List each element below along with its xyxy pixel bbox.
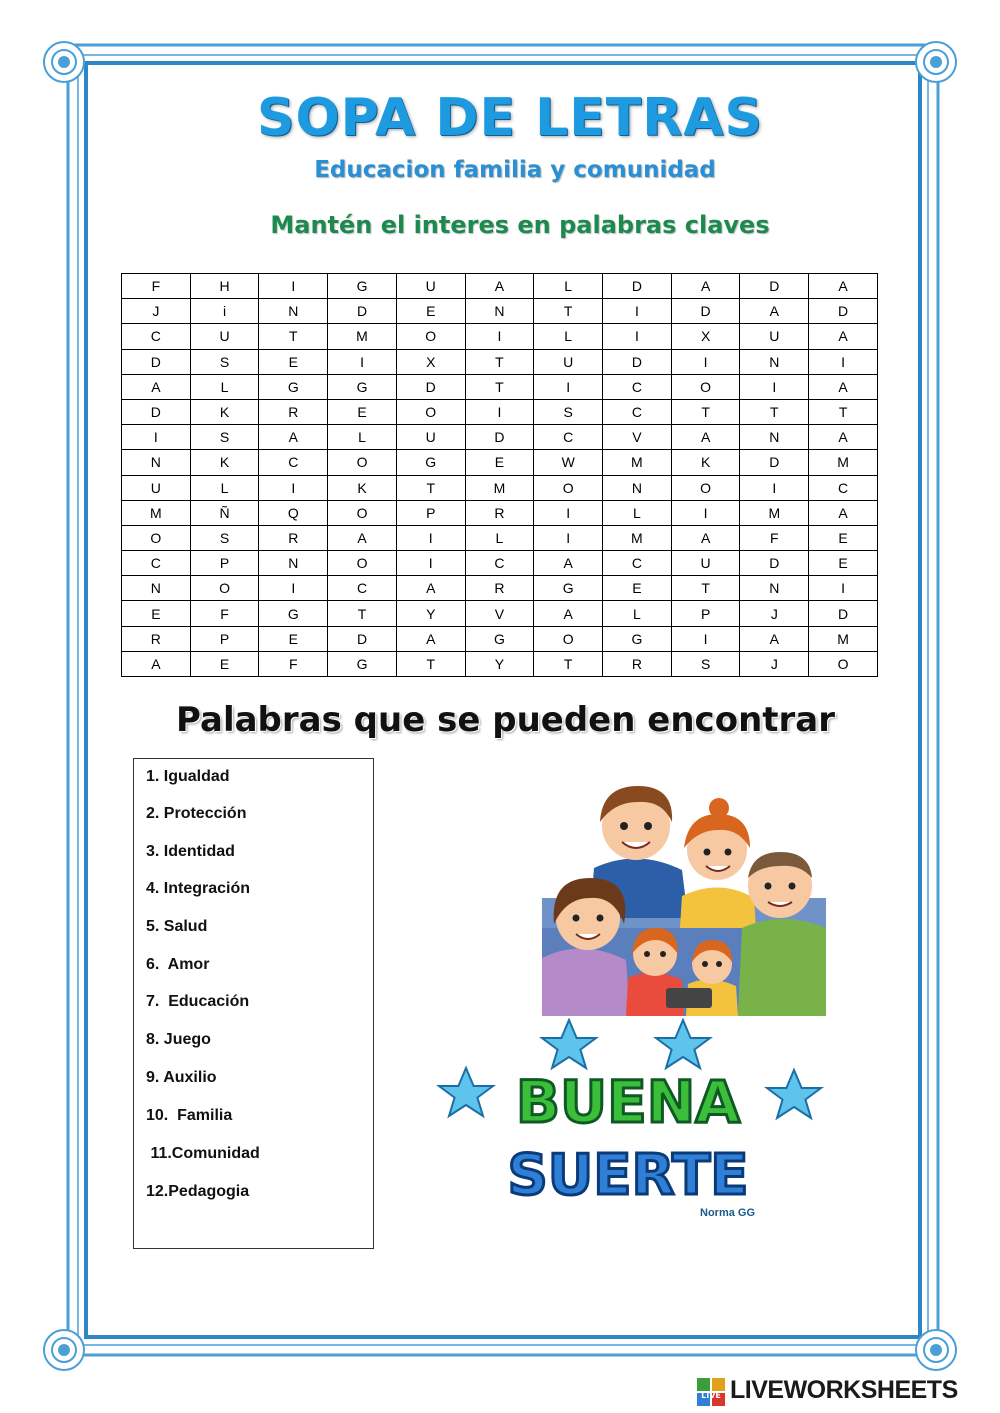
words-heading: Palabras que se pueden encontrar [176, 700, 835, 740]
grid-cell: A [122, 651, 191, 676]
grid-cell: A [740, 626, 809, 651]
grid-cell: J [122, 299, 191, 324]
grid-cell: U [122, 475, 191, 500]
grid-cell: D [740, 551, 809, 576]
grid-cell: A [740, 299, 809, 324]
grid-cell: E [396, 299, 465, 324]
grid-cell: R [259, 399, 328, 424]
grid-cell: N [122, 450, 191, 475]
grid-row [122, 651, 878, 676]
grid-row [122, 274, 878, 299]
grid-cell: T [671, 576, 740, 601]
grid-cell: A [259, 425, 328, 450]
grid-cell: K [328, 475, 397, 500]
grid-cell: G [603, 626, 672, 651]
grid-cell: N [259, 299, 328, 324]
grid-cell: D [809, 601, 878, 626]
grid-cell: X [396, 349, 465, 374]
grid-cell: T [740, 399, 809, 424]
brand-name: LIVEWORKSHEETS [730, 1376, 958, 1404]
grid-cell: M [328, 324, 397, 349]
grid-cell: U [190, 324, 259, 349]
grid-cell: i [190, 299, 259, 324]
grid-cell: C [122, 551, 191, 576]
grid-cell: C [603, 374, 672, 399]
grid-cell: D [465, 425, 534, 450]
grid-cell: T [465, 349, 534, 374]
grid-cell: L [190, 475, 259, 500]
grid-cell: P [190, 626, 259, 651]
grid-cell: W [534, 450, 603, 475]
grid-cell: L [603, 601, 672, 626]
grid-cell: Y [396, 601, 465, 626]
grid-cell: I [396, 525, 465, 550]
grid-cell: D [603, 349, 672, 374]
word-list-item: 5. Salud [146, 918, 208, 935]
grid-cell: C [603, 551, 672, 576]
grid-cell: Q [259, 500, 328, 525]
grid-cell: I [259, 576, 328, 601]
grid-cell: D [122, 349, 191, 374]
grid-cell: C [465, 551, 534, 576]
grid-cell: P [671, 601, 740, 626]
grid-cell: I [671, 349, 740, 374]
grid-cell: R [122, 626, 191, 651]
grid-row [122, 399, 878, 424]
grid-cell: M [603, 450, 672, 475]
grid-cell: O [190, 576, 259, 601]
star-icon [439, 1068, 493, 1116]
grid-cell: I [259, 274, 328, 299]
word-list-item: 6. Amor [146, 956, 210, 973]
grid-cell: A [534, 551, 603, 576]
grid-cell: O [396, 324, 465, 349]
grid-cell: C [534, 425, 603, 450]
grid-cell: F [190, 601, 259, 626]
grid-cell: C [328, 576, 397, 601]
grid-row [122, 551, 878, 576]
instruction-text: Mantén el interes en palabras claves [270, 211, 770, 239]
grid-cell: K [190, 399, 259, 424]
grid-cell: I [259, 475, 328, 500]
grid-cell: I [740, 475, 809, 500]
grid-cell: E [809, 525, 878, 550]
grid-cell: D [740, 274, 809, 299]
grid-cell: A [809, 324, 878, 349]
grid-row [122, 500, 878, 525]
grid-cell: C [603, 399, 672, 424]
grid-cell: N [122, 576, 191, 601]
good-luck-banner [432, 1018, 826, 1224]
grid-cell: O [328, 450, 397, 475]
grid-cell: E [465, 450, 534, 475]
grid-cell: T [534, 651, 603, 676]
grid-cell: I [328, 349, 397, 374]
word-list-item: 1. Igualdad [146, 768, 230, 785]
word-list-item: 8. Juego [146, 1031, 211, 1048]
grid-cell: A [122, 374, 191, 399]
grid-cell: N [465, 299, 534, 324]
grid-cell: I [809, 349, 878, 374]
grid-row [122, 425, 878, 450]
grid-cell: T [396, 475, 465, 500]
page-title: SOPA DE LETRAS [257, 88, 763, 148]
grid-cell: A [671, 425, 740, 450]
grid-cell: I [465, 324, 534, 349]
grid-cell: O [534, 626, 603, 651]
grid-cell: T [534, 299, 603, 324]
grid-cell: T [396, 651, 465, 676]
grid-cell: L [534, 324, 603, 349]
grid-cell: J [740, 601, 809, 626]
grid-cell: A [809, 274, 878, 299]
grid-cell: R [465, 576, 534, 601]
grid-cell: L [465, 525, 534, 550]
grid-cell: D [809, 299, 878, 324]
grid-cell: A [328, 525, 397, 550]
grid-cell: C [122, 324, 191, 349]
grid-cell: O [328, 500, 397, 525]
grid-row [122, 475, 878, 500]
grid-cell: I [534, 525, 603, 550]
grid-row [122, 450, 878, 475]
grid-cell: S [190, 525, 259, 550]
grid-cell: C [809, 475, 878, 500]
grid-cell: L [328, 425, 397, 450]
grid-cell: M [809, 450, 878, 475]
grid-cell: T [259, 324, 328, 349]
grid-cell: S [671, 651, 740, 676]
word-list-item: 10. Familia [146, 1107, 233, 1124]
grid-cell: G [259, 374, 328, 399]
grid-cell: S [190, 349, 259, 374]
banner-signature: Norma GG [700, 1207, 756, 1219]
grid-cell: P [190, 551, 259, 576]
grid-cell: V [465, 601, 534, 626]
grid-cell: F [740, 525, 809, 550]
grid-cell: D [328, 299, 397, 324]
grid-row [122, 626, 878, 651]
grid-cell: N [740, 349, 809, 374]
grid-cell: M [809, 626, 878, 651]
word-list-item: 7. Educación [146, 993, 250, 1010]
grid-cell: T [809, 399, 878, 424]
grid-cell: N [740, 425, 809, 450]
grid-cell: O [328, 551, 397, 576]
page-subtitle: Educacion familia y comunidad [314, 157, 716, 183]
grid-cell: A [809, 500, 878, 525]
grid-cell: L [190, 374, 259, 399]
grid-cell: U [396, 274, 465, 299]
word-list [133, 758, 374, 1249]
grid-cell: D [396, 374, 465, 399]
grid-cell: H [190, 274, 259, 299]
grid-cell: E [190, 651, 259, 676]
grid-cell: O [671, 475, 740, 500]
grid-cell: I [603, 324, 672, 349]
grid-cell: N [603, 475, 672, 500]
banner-line2: SUERTE [507, 1143, 749, 1208]
grid-cell: G [465, 626, 534, 651]
grid-cell: I [122, 425, 191, 450]
grid-row [122, 576, 878, 601]
grid-cell: T [671, 399, 740, 424]
grid-cell: J [740, 651, 809, 676]
grid-cell: M [122, 500, 191, 525]
grid-cell: Y [465, 651, 534, 676]
grid-cell: M [740, 500, 809, 525]
star-icon [767, 1070, 821, 1118]
grid-cell: U [671, 551, 740, 576]
grid-cell: Ñ [190, 500, 259, 525]
grid-row [122, 374, 878, 399]
grid-cell: I [809, 576, 878, 601]
word-list-item: 12.Pedagogia [146, 1183, 250, 1200]
grid-cell: D [122, 399, 191, 424]
grid-cell: D [740, 450, 809, 475]
grid-cell: M [465, 475, 534, 500]
family-illustration [542, 778, 826, 1016]
banner-line1: BUENA [515, 1068, 741, 1136]
grid-cell: A [671, 274, 740, 299]
grid-cell: U [740, 324, 809, 349]
grid-cell: F [259, 651, 328, 676]
star-icon [542, 1020, 596, 1068]
grid-cell: V [603, 425, 672, 450]
word-list-item: 3. Identidad [146, 843, 235, 860]
grid-cell: O [534, 475, 603, 500]
word-list-item: 9. Auxilio [146, 1069, 217, 1086]
grid-cell: E [259, 626, 328, 651]
grid-cell: E [603, 576, 672, 601]
grid-cell: E [328, 399, 397, 424]
grid-cell: G [259, 601, 328, 626]
grid-cell: A [534, 601, 603, 626]
grid-cell: K [190, 450, 259, 475]
grid-cell: F [122, 274, 191, 299]
grid-cell: N [259, 551, 328, 576]
grid-cell: A [809, 374, 878, 399]
grid-cell: P [396, 500, 465, 525]
word-search-grid [121, 273, 878, 677]
grid-cell: O [809, 651, 878, 676]
grid-cell: I [396, 551, 465, 576]
grid-cell: A [465, 274, 534, 299]
grid-cell: G [328, 651, 397, 676]
grid-cell: O [122, 525, 191, 550]
grid-cell: G [534, 576, 603, 601]
word-list-item: 11.Comunidad [146, 1145, 260, 1162]
grid-cell: U [534, 349, 603, 374]
grid-cell: L [534, 274, 603, 299]
grid-cell: K [671, 450, 740, 475]
grid-cell: I [465, 399, 534, 424]
grid-cell: S [190, 425, 259, 450]
grid-cell: A [396, 576, 465, 601]
grid-row [122, 601, 878, 626]
grid-cell: D [671, 299, 740, 324]
grid-cell: D [328, 626, 397, 651]
word-list-item: 2. Protección [146, 805, 247, 822]
grid-cell: A [671, 525, 740, 550]
grid-cell: E [809, 551, 878, 576]
grid-cell: I [671, 500, 740, 525]
grid-cell: M [603, 525, 672, 550]
grid-cell: E [259, 349, 328, 374]
grid-cell: A [809, 425, 878, 450]
grid-cell: O [671, 374, 740, 399]
brand-badge-icon [697, 1378, 727, 1408]
grid-cell: D [603, 274, 672, 299]
grid-cell: N [740, 576, 809, 601]
grid-cell: E [122, 601, 191, 626]
grid-cell: C [259, 450, 328, 475]
grid-cell: S [534, 399, 603, 424]
grid-cell: I [740, 374, 809, 399]
grid-cell: L [603, 500, 672, 525]
grid-row [122, 324, 878, 349]
grid-cell: G [396, 450, 465, 475]
grid-cell: I [671, 626, 740, 651]
grid-row [122, 349, 878, 374]
star-icon [656, 1020, 710, 1068]
grid-cell: R [259, 525, 328, 550]
grid-cell: U [396, 425, 465, 450]
grid-cell: I [534, 374, 603, 399]
grid-cell: T [465, 374, 534, 399]
grid-cell: G [328, 274, 397, 299]
word-list-item: 4. Integración [146, 880, 251, 897]
grid-row [122, 525, 878, 550]
grid-cell: I [603, 299, 672, 324]
grid-cell: G [328, 374, 397, 399]
grid-cell: R [603, 651, 672, 676]
grid-cell: X [671, 324, 740, 349]
grid-cell: R [465, 500, 534, 525]
grid-cell: T [328, 601, 397, 626]
brand-badge-text: LIVE [701, 1391, 721, 1400]
grid-row [122, 299, 878, 324]
grid-cell: O [396, 399, 465, 424]
grid-cell: I [534, 500, 603, 525]
grid-cell: A [396, 626, 465, 651]
